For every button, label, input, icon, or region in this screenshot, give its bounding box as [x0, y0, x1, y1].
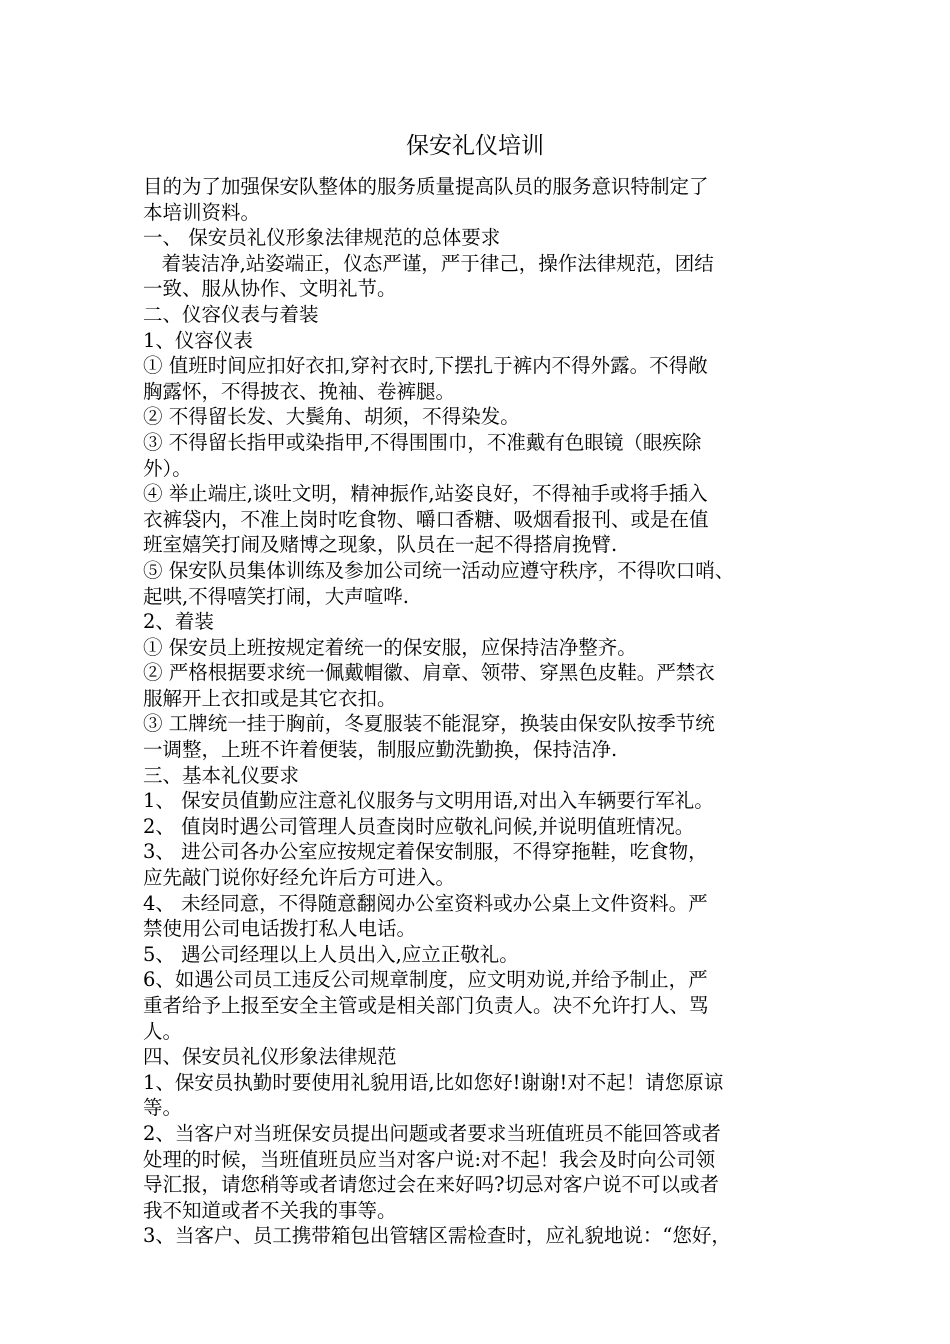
text-line: 目的为了加强保安队整体的服务质量提高队员的服务意识特制定了	[143, 175, 709, 198]
text-line: 1、 保安员值勤应注意礼仪服务与文明用语,对出入车辆要行军礼。	[143, 789, 714, 813]
text-line: 本培训资料。	[143, 200, 261, 224]
text-line: 班室嬉笑打闹及赌博之现象，队员在一起不得搭肩挽臂.	[143, 533, 618, 557]
subsection-heading: 2、着装	[143, 610, 214, 634]
text-line: 3、当客户、员工携带箱包出管辖区需检查时，应礼貌地说：“您好，	[143, 1224, 731, 1248]
text-line: 处理的时候，当班值班员应当对客户说:对不起！我会及时向公司领	[143, 1147, 716, 1171]
document-title: 保安礼仪培训	[406, 133, 544, 159]
text-line: ④ 举止端庄,谈吐文明，精神振作,站姿良好，不得袖手或将手插入	[143, 482, 708, 506]
text-line: 服解开上衣扣或是其它衣扣。	[143, 686, 397, 710]
text-line: ③ 工牌统一挂于胸前，冬夏服装不能混穿，换装由保安队按季节统	[143, 712, 715, 736]
text-line: ② 不得留长发、大鬓角、胡须，不得染发。	[143, 405, 520, 429]
text-line: 6、如遇公司员工违反公司规章制度，应文明劝说,并给予制止，严	[143, 968, 708, 992]
text-line: 2、 值岗时遇公司管理人员查岗时应敬礼问候,并说明值班情况。	[143, 814, 695, 838]
text-line: ① 保安员上班按规定着统一的保安服，应保持洁净整齐。	[143, 635, 637, 659]
text-line: 应先敲门说你好经允许后方可进入。	[143, 866, 456, 890]
text-line: 重者给予上报至安全主管或是相关部门负责人。决不允许打人、骂	[143, 994, 709, 1017]
text-line: 胸露怀，不得披衣、挽袖、卷裤腿。	[143, 379, 456, 403]
text-line: 我不知道或者不关我的事等。	[143, 1198, 397, 1222]
section-heading: 二、仪容仪表与着装	[143, 302, 319, 326]
text-line: ② 严格根据要求统一佩戴帽徽、肩章、领带、穿黑色皮鞋。严禁衣	[143, 661, 715, 685]
text-line: 禁使用公司电话拨打私人电话。	[143, 917, 417, 941]
text-line: ⑤ 保安队员集体训练及参加公司统一活动应遵守秩序，不得吹口哨、	[143, 558, 735, 582]
section-heading: 四、保安员礼仪形象法律规范	[143, 1045, 397, 1069]
text-line: 人。	[143, 1019, 183, 1043]
text-line: 5、 遇公司经理以上人员出入,应立正敬礼。	[143, 942, 519, 966]
text-line: 着装洁净,站姿端正，仪态严谨，严于律己，操作法律规范，团结	[143, 251, 714, 275]
text-line: ③ 不得留长指甲或染指甲,不得围围巾，不准戴有色眼镜（眼疾除	[143, 430, 702, 454]
text-line: 3、 进公司各办公室应按规定着保安制服，不得穿拖鞋，吃食物，	[143, 840, 708, 864]
text-line: 衣裤袋内，不准上岗时吃食物、嚼口香糖、吸烟看报刊、或是在值	[143, 507, 709, 531]
text-line: ① 值班时间应扣好衣扣,穿衬衣时,下摆扎于裤内不得外露。不得敞	[143, 354, 708, 378]
text-line: 2、当客户对当班保安员提出问题或者要求当班值班员不能回答或者	[143, 1121, 721, 1145]
section-heading: 一、 保安员礼仪形象法律规范的总体要求	[143, 226, 501, 250]
text-line: 一致、服从协作、文明礼节。	[143, 277, 397, 301]
text-line: 一调整，上班不许着便装，制服应勤洗勤换，保持洁净.	[143, 738, 618, 762]
text-line: 4、 未经同意，不得随意翻阅办公室资料或办公桌上文件资料。严	[143, 891, 708, 915]
text-line: 等。	[143, 1096, 183, 1120]
text-line: 外）。	[143, 456, 192, 480]
section-heading: 三、基本礼仪要求	[143, 763, 300, 787]
subsection-heading: 1、仪容仪表	[143, 328, 253, 352]
text-line: 1、保安员执勤时要使用礼貌用语,比如您好!谢谢!对不起！请您原谅	[143, 1070, 724, 1094]
text-line: 起哄,不得嘻笑打闹，大声喧哗.	[143, 584, 409, 608]
text-line: 导汇报，请您稍等或者请您过会在来好吗?切忌对客户说不可以或者	[143, 1173, 719, 1197]
document-body	[143, 174, 823, 1249]
